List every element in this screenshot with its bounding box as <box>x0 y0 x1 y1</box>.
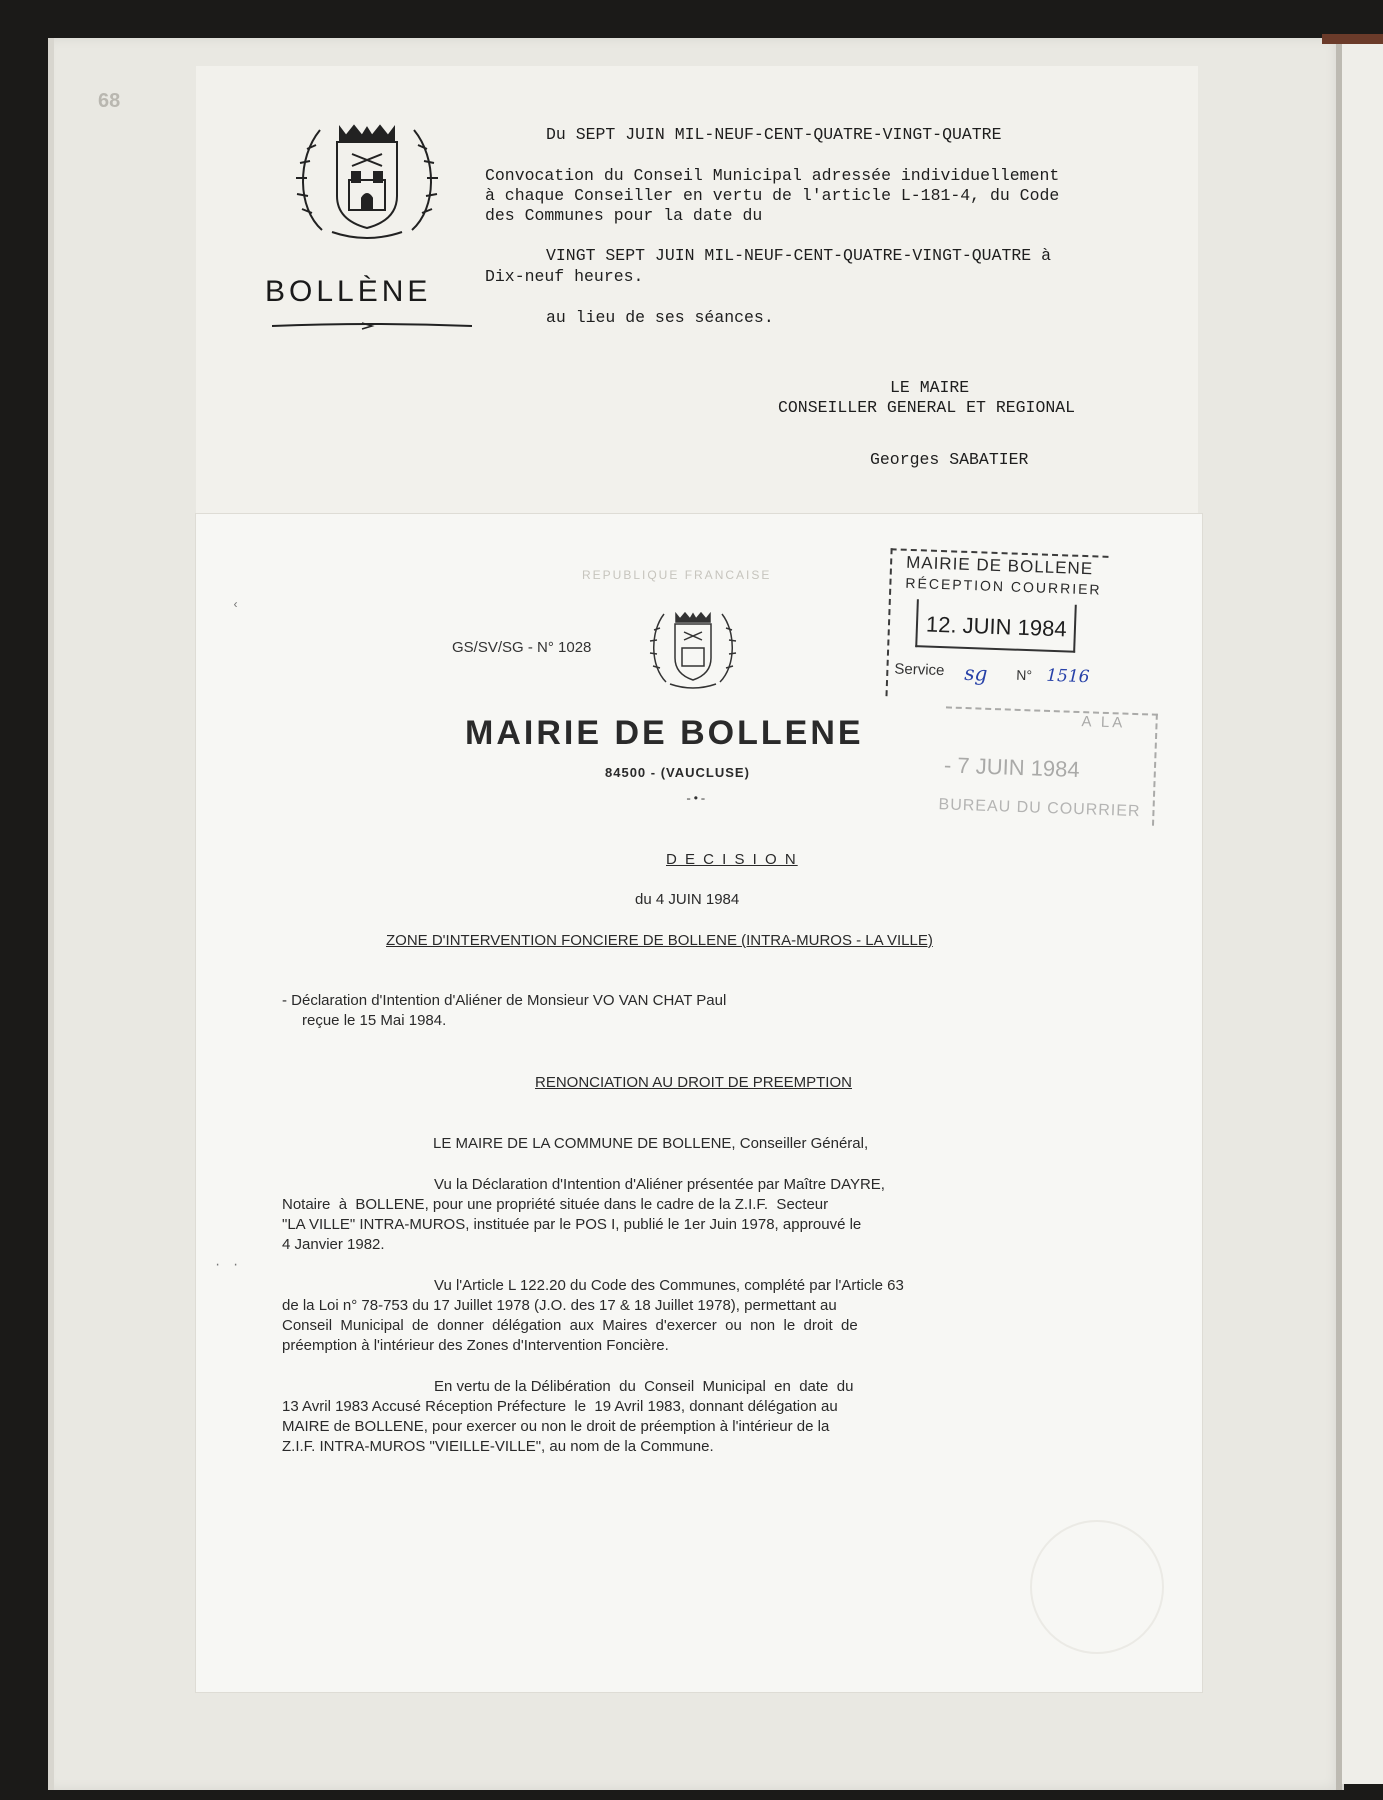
declaration-line: - Déclaration d'Intention d'Aliéner de Monsieur VO VAN CHAT Paul <box>282 992 727 1009</box>
maire-intro: LE MAIRE DE LA COMMUNE DE BOLLENE, Conseiller Général, <box>433 1135 869 1152</box>
margin-mark: ‹ <box>232 598 240 612</box>
paragraph-line: Z.I.F. INTRA-MUROS "VIEILLE-VILLE", au nom de la Commune. <box>282 1438 714 1455</box>
paragraph-line: Vu l'Article L 122.20 du Code des Communes, complété par l'Article 63 <box>434 1277 904 1294</box>
town-name-logo: BOLLÈNE <box>265 275 432 308</box>
paragraph-line: 13 Avril 1983 Accusé Réception Préfecture le 19 Avril 1983, donnant délégation au <box>282 1398 838 1415</box>
paragraph-line: 4 Janvier 1982. <box>282 1236 385 1253</box>
margin-mark: · <box>214 1258 222 1272</box>
paragraph-line: de la Loi n° 78-753 du 17 Juillet 1978 (J.O. des 17 & 18 Juillet 1978), permettant au <box>282 1297 837 1314</box>
faded-republic-header: REPUBLIQUE FRANCAISE <box>582 568 772 582</box>
folio-number: 68 <box>98 90 121 112</box>
convocation-location: au lieu de ses séances. <box>546 308 774 327</box>
show-through-seal <box>1030 1520 1164 1654</box>
decision-date: du 4 JUIN 1984 <box>635 891 740 908</box>
convocation-text-line: Convocation du Conseil Municipal adressée individuellement <box>485 166 1060 185</box>
logo-underline <box>272 320 472 332</box>
paragraph-line: Conseil Municipal de donner délégation aux Maires d'exercer ou non le droit de <box>282 1317 858 1334</box>
margin-mark: · <box>232 1258 240 1272</box>
stamp-date: 12. JUIN 1984 <box>925 611 1068 642</box>
stamp-title: MAIRIE DE BOLLENE <box>905 552 1094 579</box>
paragraph-line: "LA VILLE" INTRA-MUROS, instituée par le POS I, publié le 1er Juin 1978, approuvé le <box>282 1216 862 1233</box>
renonciation-title: RENONCIATION AU DROIT DE PREEMPTION <box>535 1074 852 1091</box>
ornament: -•- <box>685 792 707 806</box>
stamp-service-label: Service <box>894 660 945 680</box>
stamp-number-label: N° <box>1016 666 1033 684</box>
convocation-text-line: à chaque Conseiller en vertu de l'article L-181-4, du Code <box>485 186 1060 205</box>
zone-title: ZONE D'INTERVENTION FONCIERE DE BOLLENE (INTRA-MUROS - LA VILLE) <box>386 932 933 949</box>
convocation-text-line: des Communes pour la date du <box>485 206 763 225</box>
stamp-bottom-text: BUREAU DU COURRIER <box>938 796 1141 821</box>
decision-heading: D E C I S I O N <box>666 851 798 868</box>
town-crest-logo-small <box>648 606 738 690</box>
mairie-title: MAIRIE DE BOLLENE <box>465 714 864 752</box>
stamp-top-text: A LA <box>1081 713 1126 732</box>
binding-edge <box>1322 34 1383 44</box>
stamp-date: - 7 JUIN 1984 <box>943 752 1081 783</box>
signatory-title: LE MAIRE <box>890 378 970 397</box>
paragraph-line: MAIRE de BOLLENE, pour exercer ou non le droit de préemption à l'intérieur de la <box>282 1418 830 1435</box>
paragraph-line: préemption à l'intérieur des Zones d'Intervention Foncière. <box>282 1337 669 1354</box>
stamp-subtitle: RÉCEPTION COURRIER <box>905 574 1102 598</box>
convocation-date-line: Du SEPT JUIN MIL-NEUF-CENT-QUATRE-VINGT-QUATRE <box>546 125 1002 144</box>
signatory-title-2: CONSEILLER GENERAL ET REGIONAL <box>778 398 1076 417</box>
bureau-courrier-stamp <box>938 696 1160 836</box>
handwritten-service: sg <box>963 660 988 686</box>
reception-stamp <box>885 548 1108 704</box>
decision-reference: GS/SV/SG - N° 1028 <box>452 639 592 656</box>
paragraph-line: En vertu de la Délibération du Conseil Municipal en date du <box>434 1378 854 1395</box>
signatory-name: Georges SABATIER <box>870 450 1029 469</box>
mairie-postal: 84500 - (VAUCLUSE) <box>605 765 750 780</box>
paragraph-line: Vu la Déclaration d'Intention d'Aliéner présentée par Maître DAYRE, <box>434 1176 885 1193</box>
town-crest-logo <box>292 118 442 244</box>
paragraph-line: Notaire à BOLLENE, pour une propriété située dans le cadre de la Z.I.F. Secteur <box>282 1196 829 1213</box>
convocation-meeting-time: Dix-neuf heures. <box>485 267 644 286</box>
facing-page-edge <box>1342 44 1383 1784</box>
convocation-meeting-date: VINGT SEPT JUIN MIL-NEUF-CENT-QUATRE-VINGT-QUATRE à <box>546 246 1051 265</box>
declaration-line: reçue le 15 Mai 1984. <box>302 1012 447 1029</box>
handwritten-number: 1516 <box>1045 665 1090 688</box>
